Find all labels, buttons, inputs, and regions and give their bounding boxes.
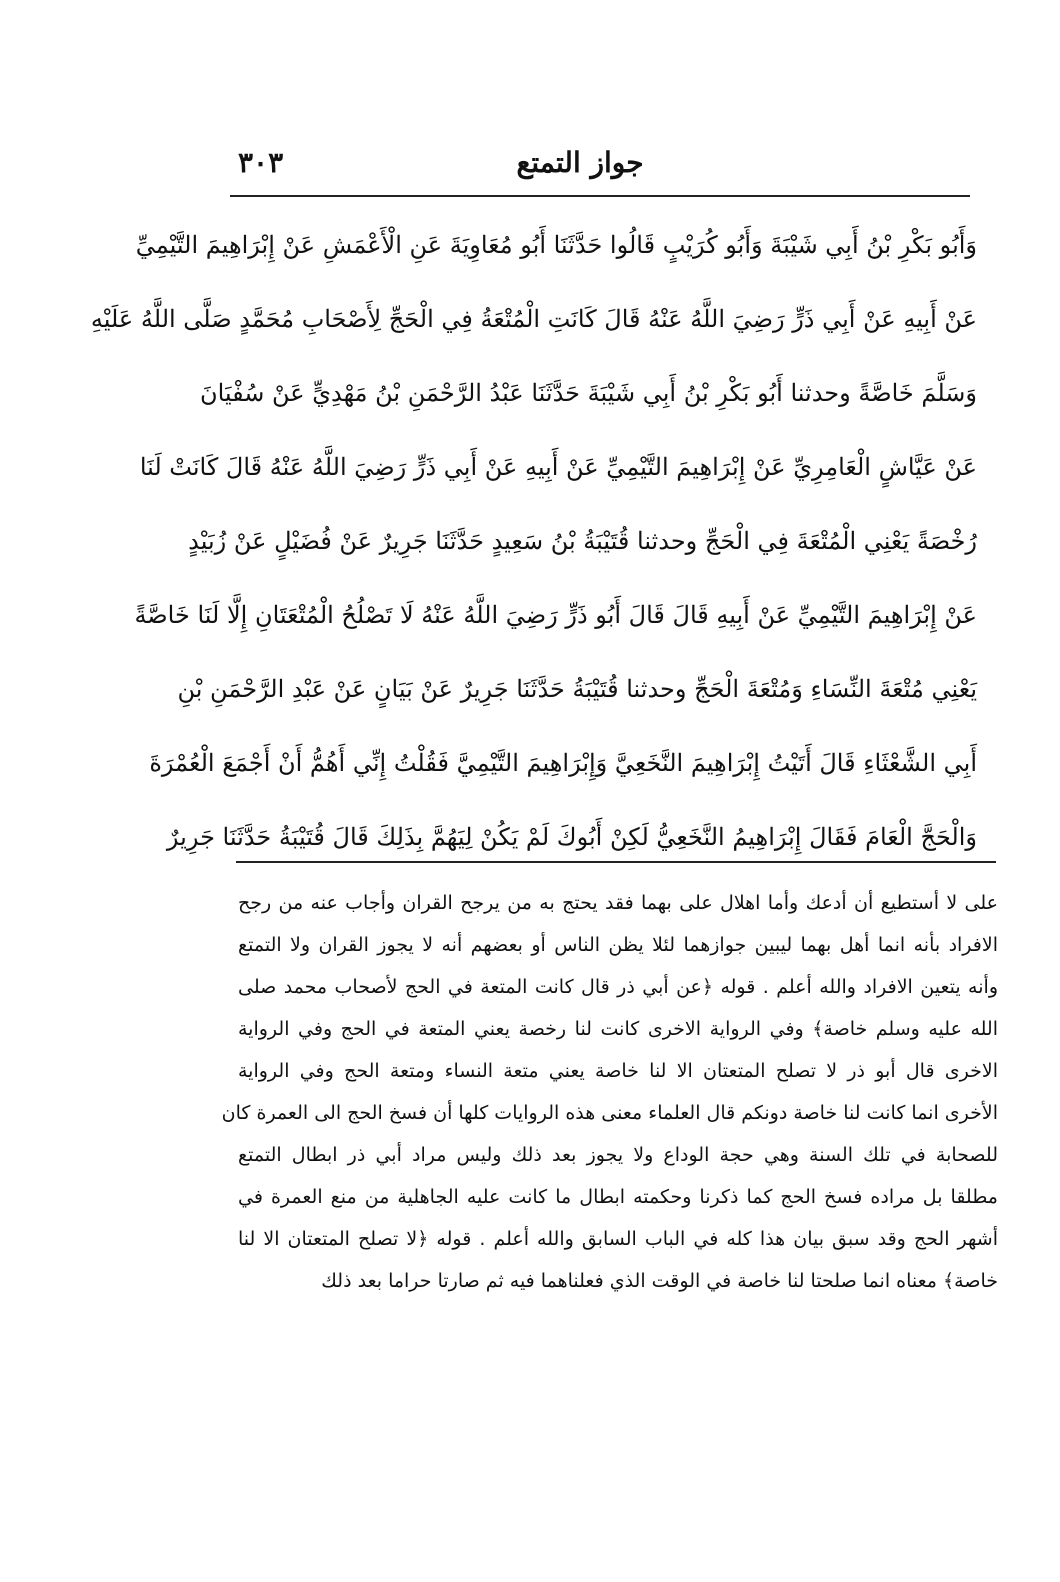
- commentary-line: الافراد بأنه انما أهل بهما ليبين جوازهما لئلا يظن الناس أو بعضهم أنه لا يجوز القران ولا التمتع: [238, 934, 998, 956]
- page-header: [200, 140, 960, 190]
- commentary-line: الأخرى انما كانت لنا خاصة دونكم قال العلماء معنى هذه الروايات كلها أن فسخ الحج الى العمرة كان: [221, 1102, 998, 1124]
- header-divider: [230, 195, 970, 197]
- commentary-line: خاصة﴾ معناه انما صلحتا لنا خاصة في الوقت الذي فعلناهما فيه ثم صارتا حراما بعد ذلك: [321, 1270, 998, 1292]
- hadith-line: وَسَلَّمَ خَاصَّةً وحدثنا أَبُو بَكْرِ بْنُ أَبِي شَيْبَةَ حَدَّثَنَا عَبْدُ الرَّحْمَنِ بْنُ مَهْدِيٍّ عَنْ سُفْيَانَ: [199, 379, 977, 407]
- commentary-line: الله عليه وسلم خاصة﴾ وفي الرواية الاخرى كانت لنا رخصة يعني المتعة في الحج وفي الرواية: [238, 1018, 998, 1040]
- hadith-line: أَبِي الشَّعْثَاءِ قَالَ أَتَيْتُ إِبْرَاهِيمَ النَّخَعِيَّ وَإِبْرَاهِيمَ التَّيْمِيَّ فَقُلْتُ إِنِّي أَهُمُّ أَنْ أَجْمَعَ الْعُمْرَةَ: [149, 749, 977, 777]
- hadith-text: [90, 208, 977, 874]
- hadith-line: وَالْحَجَّ الْعَامَ فَقَالَ إِبْرَاهِيمُ النَّخَعِيُّ لَكِنْ أَبُوكَ لَمْ يَكُنْ لِيَهُمَّ بِذَلِكَ قَالَ قُتَيْبَةُ حَدَّثَنَا جَرِيرٌ: [166, 823, 977, 851]
- commentary-line: أشهر الحج وقد سبق بيان هذا كله في الباب السابق والله أعلم . قوله ﴿لا تصلح المتعتان الا لنا: [238, 1228, 998, 1250]
- hadith-line: رُخْصَةً يَعْنِي الْمُتْعَةَ فِي الْحَجِّ وحدثنا قُتَيْبَةُ بْنُ سَعِيدٍ حَدَّثَنَا جَرِيرٌ عَنْ فُضَيْلٍ عَنْ زُبَيْدٍ: [188, 527, 977, 555]
- hadith-line: عَنْ عَيَّاشٍ الْعَامِرِيِّ عَنْ إِبْرَاهِيمَ التَّيْمِيِّ عَنْ أَبِيهِ عَنْ أَبِي ذَرٍّ رَضِيَ اللَّهُ عَنْهُ قَالَ كَانَتْ لَنَا: [139, 453, 977, 481]
- commentary-divider: [236, 861, 996, 863]
- hadith-line: عَنْ أَبِيهِ عَنْ أَبِي ذَرٍّ رَضِيَ اللَّهُ عَنْهُ قَالَ كَانَتِ الْمُتْعَةُ فِي الْحَجِّ لِأَصْحَابِ مُحَمَّدٍ صَلَّى اللَّهُ عَلَيْهِ: [90, 305, 977, 333]
- hadith-line: عَنْ إِبْرَاهِيمَ التَّيْمِيِّ عَنْ أَبِيهِ قَالَ قَالَ أَبُو ذَرٍّ رَضِيَ اللَّهُ عَنْهُ لَا تَصْلُحُ الْمُتْعَتَانِ إِلَّا لَنَا خَاصَّةً: [134, 601, 977, 629]
- commentary-text: [221, 882, 998, 1302]
- commentary-line: للصحابة في تلك السنة وهي حجة الوداع ولا يجوز بعد ذلك وليس مراد أبي ذر ابطال التمتع: [238, 1144, 998, 1166]
- commentary-line: مطلقا بل مراده فسخ الحج كما ذكرنا وحكمته ابطال ما كانت عليه الجاهلية من منع العمرة في: [238, 1186, 998, 1208]
- running-title: جواز التمتع: [516, 146, 644, 179]
- commentary-line: وأنه يتعين الافراد والله أعلم . قوله ﴿عن أبي ذر قال كانت المتعة في الحج لأصحاب محمد صلى: [238, 976, 998, 998]
- hadith-line: يَعْنِي مُتْعَةَ النِّسَاءِ وَمُتْعَةَ الْحَجِّ وحدثنا قُتَيْبَةُ حَدَّثَنَا جَرِيرٌ عَنْ بَيَانٍ عَنْ عَبْدِ الرَّحْمَنِ بْنِ: [177, 675, 977, 703]
- page-number: ٣٠٣: [238, 146, 284, 179]
- commentary-line: الاخرى قال أبو ذر لا تصلح المتعتان الا لنا خاصة يعني متعة النساء ومتعة الحج وفي الرواية: [238, 1060, 998, 1082]
- commentary-line: على لا أستطيع أن أدعك وأما اهلال على بهما فقد يحتج به من يرجح القران وأجاب عنه من رجح: [238, 892, 998, 914]
- hadith-line: وَأَبُو بَكْرِ بْنُ أَبِي شَيْبَةَ وَأَبُو كُرَيْبٍ قَالُوا حَدَّثَنَا أَبُو مُعَاوِيَةَ عَنِ الْأَعْمَشِ عَنْ إِبْرَاهِيمَ التَّيْمِيِّ: [135, 231, 977, 259]
